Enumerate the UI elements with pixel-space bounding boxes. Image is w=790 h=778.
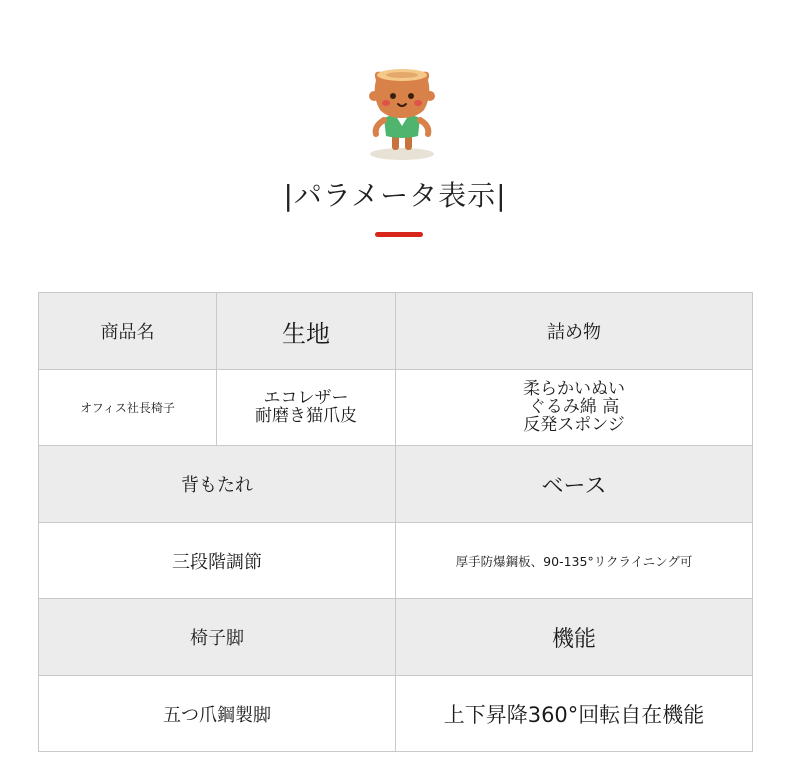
fabric-line-2: 耐磨き猫爪皮: [255, 406, 357, 426]
value-product-name: オフィス社長椅子: [39, 370, 217, 446]
header-function: 機能: [396, 599, 753, 676]
filling-line-1: 柔らかいぬい: [523, 379, 625, 399]
section-heading: |パラメータ表示|: [283, 179, 507, 212]
table-row: [39, 599, 753, 676]
value-base: 厚手防爆鋼板、90-135°リクライニング可: [396, 523, 753, 599]
header-base: ベース: [396, 446, 753, 523]
table-row: [39, 523, 753, 599]
table-row: [39, 676, 753, 752]
header-fabric: 生地: [217, 293, 396, 370]
table-row: [39, 370, 753, 446]
mascot-character-icon: [362, 66, 442, 162]
value-backrest: 三段階調節: [39, 523, 396, 599]
value-filling: [396, 370, 753, 446]
fabric-line-1: エコレザー: [263, 388, 349, 408]
parameter-table: [38, 292, 753, 752]
header-filling: 詰め物: [396, 293, 753, 370]
table-row: [39, 293, 753, 370]
filling-line-3: 反発スポンジ: [523, 415, 625, 435]
value-fabric: [217, 370, 396, 446]
value-function: 上下昇降360°回転自在機能: [396, 676, 753, 752]
filling-line-2: ぐるみ綿 高: [528, 397, 620, 417]
table-row: [39, 446, 753, 523]
value-chair-legs: 五つ爪鋼製脚: [39, 676, 396, 752]
header-backrest: 背もたれ: [39, 446, 396, 523]
header-product-name: 商品名: [39, 293, 217, 370]
heading-underline: [375, 232, 423, 237]
header-chair-legs: 椅子脚: [39, 599, 396, 676]
